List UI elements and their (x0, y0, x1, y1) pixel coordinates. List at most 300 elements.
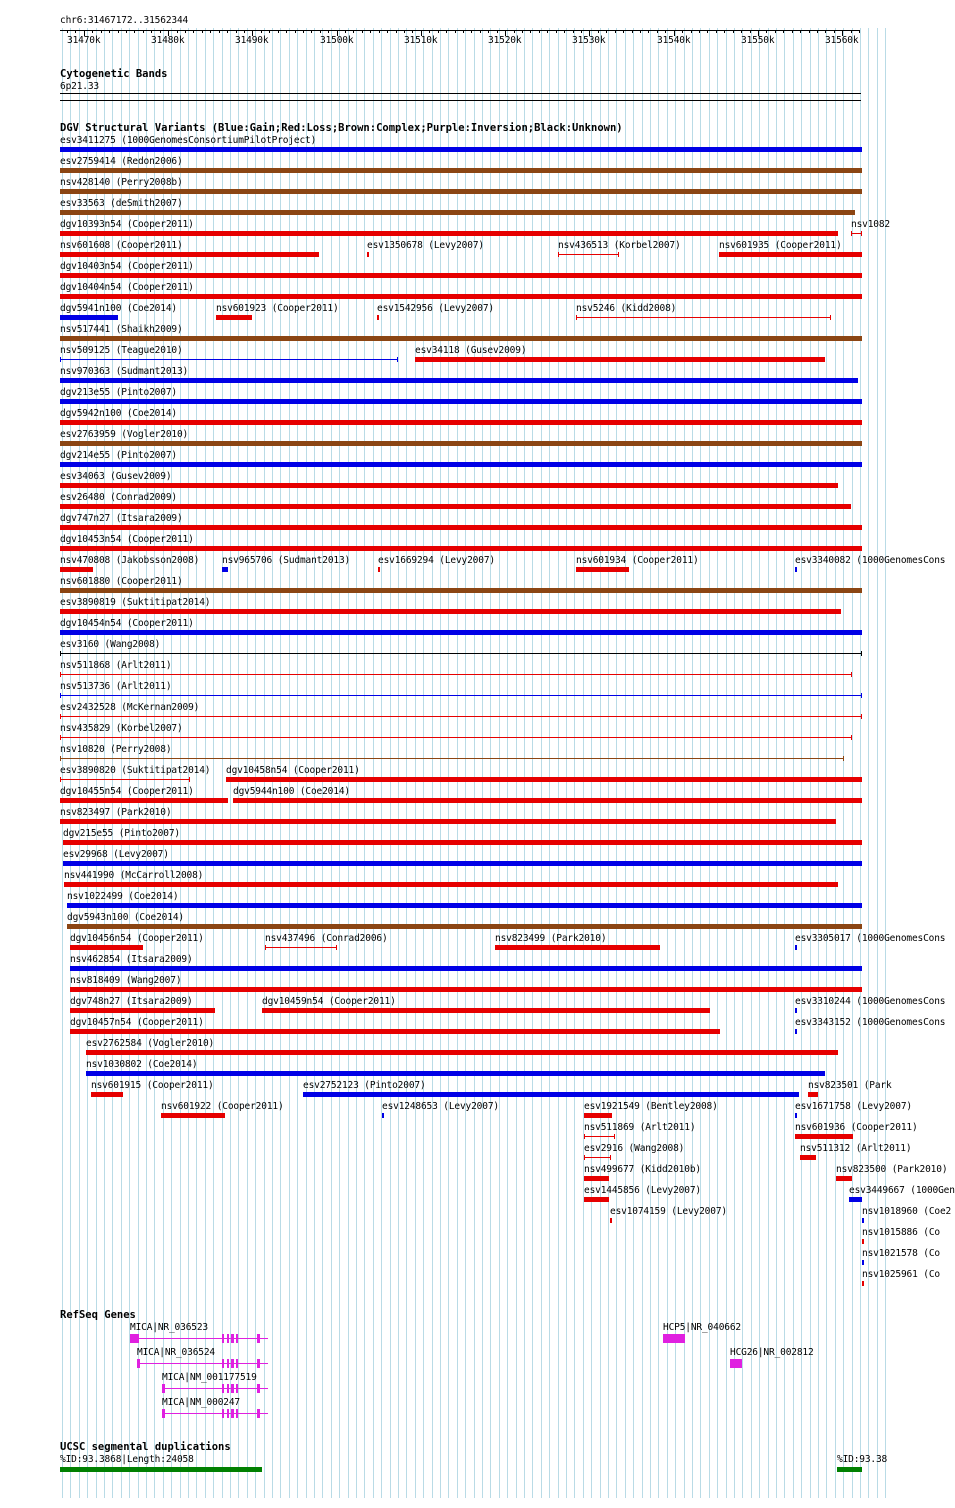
dgv-feature-label[interactable]: nsv470808 (Jakobsson2008) (60, 555, 200, 566)
dgv-feature-label[interactable]: nsv965706 (Sudmant2013) (222, 555, 351, 566)
dgv-feature-bar[interactable] (415, 357, 825, 362)
dgv-feature-label[interactable]: esv1542956 (Levy2007) (377, 303, 494, 314)
ruler-minor-tick (236, 30, 237, 33)
ruler-minor-tick (522, 30, 523, 33)
refseq-gene-label[interactable]: MICA|NR_036523 (130, 1322, 208, 1333)
grid-line (356, 28, 357, 1498)
dgv-feature-bar[interactable] (862, 1260, 864, 1265)
segdup-label[interactable]: %ID:93.38 (837, 1454, 888, 1465)
dgv-feature-label[interactable]: nsv511868 (Arlt2011) (60, 660, 172, 671)
dgv-feature-label[interactable]: esv1445856 (Levy2007) (584, 1185, 701, 1196)
dgv-feature-label[interactable]: nsv823501 (Park (808, 1080, 892, 1091)
ruler-minor-tick (370, 30, 371, 33)
dgv-feature-bar[interactable] (303, 1092, 799, 1097)
dgv-feature-label[interactable]: esv1671758 (Levy2007) (795, 1101, 912, 1112)
dgv-feature-label[interactable]: esv33563 (deSmith2007) (60, 198, 183, 209)
grid-line (709, 28, 710, 1498)
dgv-feature-bar[interactable] (862, 1239, 864, 1244)
dgv-feature-label[interactable]: nsv601923 (Cooper2011) (216, 303, 339, 314)
dgv-feature-bar[interactable] (60, 653, 862, 654)
grid-line (230, 28, 231, 1498)
dgv-feature-label[interactable]: dgv10456n54 (Cooper2011) (70, 933, 204, 944)
dgv-feature-label[interactable]: nsv601608 (Cooper2011) (60, 240, 183, 251)
dgv-feature-bar[interactable] (60, 273, 862, 278)
dgv-feature-label[interactable]: nsv601915 (Cooper2011) (91, 1080, 214, 1091)
dgv-feature-label[interactable]: nsv601880 (Cooper2011) (60, 576, 183, 587)
dgv-feature-bar[interactable] (60, 378, 858, 383)
dgv-feature-bar[interactable] (161, 1113, 225, 1118)
grid-line (507, 28, 508, 1498)
dgv-feature-label[interactable]: esv1669294 (Levy2007) (378, 555, 495, 566)
dgv-feature-label[interactable]: dgv748n27 (Itsara2009) (70, 996, 193, 1007)
dgv-feature-bar[interactable] (60, 567, 93, 572)
gene-exon[interactable] (130, 1334, 139, 1343)
dgv-feature-label[interactable]: dgv5943n100 (Coe2014) (67, 912, 184, 923)
dgv-feature-label[interactable]: esv3411275 (1000GenomesConsortiumPilotProject) (60, 135, 317, 146)
ruler-minor-tick (480, 30, 481, 33)
dgv-feature-bar[interactable] (60, 336, 862, 341)
dgv-feature-label[interactable]: dgv747n27 (Itsara2009) (60, 513, 183, 524)
dgv-feature-bar[interactable] (60, 716, 862, 717)
dgv-feature-bar[interactable] (584, 1157, 611, 1158)
grid-line (490, 28, 491, 1498)
dgv-feature-bar[interactable] (70, 1029, 720, 1034)
ruler-minor-tick (379, 30, 380, 33)
dgv-feature-label[interactable]: esv34063 (Gusev2009) (60, 471, 172, 482)
dgv-feature-label[interactable]: dgv10454n54 (Cooper2011) (60, 618, 194, 629)
ruler-minor-tick (84, 30, 85, 33)
gene-exon[interactable] (227, 1409, 229, 1418)
dgv-feature-bar[interactable] (60, 483, 838, 488)
refseq-gene-label[interactable]: MICA|NM_001177519 (162, 1372, 257, 1383)
region-label: chr6:31467172..31562344 (60, 15, 189, 26)
grid-line (524, 28, 525, 1498)
dgv-feature-bar[interactable] (91, 1092, 123, 1097)
ruler-minor-tick (404, 30, 405, 33)
dgv-feature-label[interactable]: nsv511869 (Arlt2011) (584, 1122, 696, 1133)
ruler-minor-tick (530, 30, 531, 33)
refseq-gene-label[interactable]: HCP5|NR_040662 (663, 1322, 741, 1333)
gene-exon[interactable] (137, 1359, 140, 1368)
dgv-feature-bar[interactable] (584, 1113, 612, 1118)
dgv-feature-bar[interactable] (60, 189, 862, 194)
ruler-minor-tick (126, 30, 127, 33)
dgv-feature-bar[interactable] (836, 1176, 852, 1181)
dgv-feature-label[interactable]: nsv970363 (Sudmant2013) (60, 366, 189, 377)
dgv-feature-label[interactable]: dgv10403n54 (Cooper2011) (60, 261, 194, 272)
dgv-track-title[interactable]: DGV Structural Variants (Blue:Gain;Red:Loss;Brown:Complex;Purple:Inversion;Black:Unknown) (60, 122, 623, 134)
dgv-feature-bar[interactable] (862, 1281, 864, 1286)
dgv-feature-bar[interactable] (495, 945, 660, 950)
dgv-feature-bar[interactable] (808, 1092, 818, 1097)
dgv-feature-label[interactable]: dgv10459n54 (Cooper2011) (262, 996, 396, 1007)
ruler-minor-tick (387, 30, 388, 33)
dgv-feature-label[interactable]: esv2762584 (Vogler2010) (86, 1038, 215, 1049)
dgv-feature-label[interactable]: nsv509125 (Teague2010) (60, 345, 183, 356)
grid-line (306, 28, 307, 1498)
dgv-feature-bar[interactable] (584, 1136, 615, 1137)
dgv-feature-bar[interactable] (60, 399, 862, 404)
ruler-minor-tick (252, 30, 253, 33)
dgv-feature-label[interactable]: esv2752123 (Pinto2007) (303, 1080, 426, 1091)
ruler-minor-tick (463, 30, 464, 33)
dgv-feature-bar[interactable] (60, 168, 862, 173)
gene-exon[interactable] (222, 1409, 224, 1418)
dgv-feature-label[interactable]: dgv213e55 (Pinto2007) (60, 387, 177, 398)
ruler-minor-tick (337, 30, 338, 33)
dgv-feature-label[interactable]: esv3340082 (1000GenomesCons (795, 555, 946, 566)
dgv-feature-bar[interactable] (795, 1115, 797, 1116)
gene-exon[interactable] (227, 1359, 229, 1368)
ruler-tick-label: 31550k (741, 35, 775, 46)
ruler-minor-tick (733, 30, 734, 33)
dgv-feature-label[interactable]: nsv601922 (Cooper2011) (161, 1101, 284, 1112)
dgv-feature-label[interactable]: nsv1025961 (Co (862, 1269, 940, 1280)
dgv-feature-label[interactable]: dgv10393n54 (Cooper2011) (60, 219, 194, 230)
dgv-feature-label[interactable]: esv1921549 (Bentley2008) (584, 1101, 718, 1112)
dgv-feature-bar[interactable] (60, 147, 862, 152)
refseq-gene-label[interactable]: MICA|NM_000247 (162, 1397, 240, 1408)
dgv-feature-label[interactable]: esv2916 (Wang2008) (584, 1143, 685, 1154)
dgv-feature-bar[interactable] (226, 777, 862, 782)
ruler-minor-tick (261, 30, 262, 33)
ruler-minor-tick (842, 30, 843, 33)
dgv-feature-bar[interactable] (222, 567, 228, 572)
grid-line (516, 28, 517, 1498)
ruler-minor-tick (109, 30, 110, 33)
dgv-feature-bar[interactable] (60, 737, 852, 738)
segdup-bar[interactable] (837, 1467, 862, 1472)
dgv-feature-bar[interactable] (849, 1197, 862, 1202)
dgv-feature-label[interactable]: nsv513736 (Arlt2011) (60, 681, 172, 692)
ruler-minor-tick (750, 30, 751, 33)
ruler-minor-tick (396, 30, 397, 33)
dgv-feature-bar[interactable] (64, 882, 838, 887)
dgv-feature-bar[interactable] (60, 819, 836, 824)
dgv-feature-label[interactable]: nsv823499 (Park2010) (495, 933, 607, 944)
dgv-feature-bar[interactable] (558, 254, 619, 255)
gene-intron-line (137, 1363, 268, 1364)
ruler-tick-label: 31530k (572, 35, 606, 46)
dgv-feature-bar[interactable] (60, 462, 862, 467)
grid-line (297, 28, 298, 1498)
dgv-feature-label[interactable]: esv2763959 (Vogler2010) (60, 429, 189, 440)
grid-line (684, 28, 685, 1498)
dgv-feature-bar[interactable] (795, 1010, 797, 1011)
ruler-minor-tick (421, 30, 422, 33)
dgv-feature-label[interactable]: esv3449667 (1000Gen (849, 1185, 955, 1196)
grid-line (852, 28, 853, 1498)
dgv-feature-label[interactable]: dgv10453n54 (Cooper2011) (60, 534, 194, 545)
dgv-feature-bar[interactable] (60, 779, 190, 780)
ruler-minor-tick (564, 30, 565, 33)
dgv-feature-bar[interactable] (86, 1071, 825, 1076)
gene-exon[interactable] (231, 1384, 234, 1393)
dgv-feature-label[interactable]: dgv214e55 (Pinto2007) (60, 450, 177, 461)
dgv-feature-bar[interactable] (60, 525, 862, 530)
ruler-minor-tick (101, 30, 102, 33)
dgv-feature-bar[interactable] (378, 569, 380, 570)
grid-line (339, 28, 340, 1498)
dgv-feature-label[interactable]: esv3343152 (1000GenomesCons (795, 1017, 946, 1028)
ruler-minor-tick (75, 30, 76, 33)
ruler-minor-tick (244, 30, 245, 33)
dgv-feature-label[interactable]: nsv462854 (Itsara2009) (70, 954, 193, 965)
grid-line (331, 28, 332, 1498)
ruler-minor-tick (353, 30, 354, 33)
dgv-feature-bar[interactable] (70, 966, 862, 971)
dgv-feature-bar[interactable] (795, 1031, 797, 1032)
dgv-feature-label[interactable]: dgv5942n100 (Coe2014) (60, 408, 177, 419)
dgv-feature-bar[interactable] (60, 252, 319, 257)
ruler-minor-tick (766, 30, 767, 33)
dgv-feature-bar[interactable] (610, 1220, 612, 1221)
segdup-track-title[interactable]: UCSC segmental duplications (60, 1441, 231, 1453)
dgv-feature-bar[interactable] (60, 758, 844, 759)
dgv-feature-label[interactable]: dgv5944n100 (Coe2014) (233, 786, 350, 797)
ruler-minor-tick (118, 30, 119, 33)
dgv-feature-bar[interactable] (60, 588, 862, 593)
dgv-feature-bar[interactable] (63, 861, 862, 866)
dgv-feature-bar[interactable] (60, 359, 398, 360)
segdup-bar[interactable] (60, 1467, 262, 1472)
grid-line (860, 28, 861, 1498)
dgv-feature-label[interactable]: esv3160 (Wang2008) (60, 639, 161, 650)
dgv-feature-label[interactable]: nsv435829 (Korbel2007) (60, 723, 183, 734)
ruler-minor-tick (775, 30, 776, 33)
ruler-minor-tick (699, 30, 700, 33)
dgv-feature-bar[interactable] (795, 947, 797, 948)
dgv-feature-label[interactable]: nsv823497 (Park2010) (60, 807, 172, 818)
ruler-minor-tick (547, 30, 548, 33)
gene-exon[interactable] (227, 1334, 229, 1343)
dgv-feature-label[interactable]: nsv428140 (Perry2008b) (60, 177, 183, 188)
dgv-feature-bar[interactable] (60, 674, 852, 675)
dgv-feature-bar[interactable] (86, 1050, 838, 1055)
dgv-feature-bar[interactable] (576, 317, 831, 318)
dgv-feature-label[interactable]: nsv499677 (Kidd2010b) (584, 1164, 701, 1175)
dgv-feature-label[interactable]: esv1074159 (Levy2007) (610, 1206, 727, 1217)
dgv-feature-bar[interactable] (795, 1134, 853, 1139)
dgv-feature-bar[interactable] (262, 1008, 710, 1013)
ruler-minor-tick (640, 30, 641, 33)
dgv-feature-bar[interactable] (60, 315, 118, 320)
dgv-feature-bar[interactable] (60, 441, 862, 446)
dgv-feature-bar[interactable] (60, 504, 851, 509)
ruler-minor-tick (455, 30, 456, 33)
dgv-feature-label[interactable]: dgv10457n54 (Cooper2011) (70, 1017, 204, 1028)
gene-exon[interactable] (231, 1359, 234, 1368)
dgv-feature-label[interactable]: nsv436513 (Korbel2007) (558, 240, 681, 251)
ruler-minor-tick (286, 30, 287, 33)
ruler-minor-tick (648, 30, 649, 33)
dgv-feature-label[interactable]: dgv10455n54 (Cooper2011) (60, 786, 194, 797)
gene-exon[interactable] (162, 1409, 165, 1418)
dgv-feature-bar[interactable] (60, 294, 862, 299)
ruler-minor-tick (724, 30, 725, 33)
dgv-feature-label[interactable]: esv2759414 (Redon2006) (60, 156, 183, 167)
refseq-gene-label[interactable]: MICA|NR_036524 (137, 1347, 215, 1358)
ruler-minor-tick (134, 30, 135, 33)
ruler-minor-tick (227, 30, 228, 33)
grid-line (272, 28, 273, 1498)
dgv-feature-bar[interactable] (584, 1176, 609, 1181)
dgv-feature-label[interactable]: dgv10404n54 (Cooper2011) (60, 282, 194, 293)
ruler-minor-tick (792, 30, 793, 33)
dgv-feature-bar[interactable] (584, 1197, 609, 1202)
dgv-feature-label[interactable]: nsv1030802 (Coe2014) (86, 1059, 198, 1070)
grid-line (692, 28, 693, 1498)
dgv-feature-label[interactable]: nsv601936 (Cooper2011) (795, 1122, 918, 1133)
dgv-feature-label[interactable]: nsv818409 (Wang2007) (70, 975, 182, 986)
gene-exon[interactable] (222, 1359, 224, 1368)
dgv-feature-label[interactable]: dgv10458n54 (Cooper2011) (226, 765, 360, 776)
ruler-minor-tick (412, 30, 413, 33)
dgv-feature-label[interactable]: esv1248653 (Levy2007) (382, 1101, 499, 1112)
dgv-feature-bar[interactable] (63, 840, 862, 845)
gene-exon[interactable] (222, 1334, 224, 1343)
dgv-feature-label[interactable]: dgv215e55 (Pinto2007) (63, 828, 180, 839)
dgv-feature-bar[interactable] (67, 903, 862, 908)
grid-line (314, 28, 315, 1498)
segdup-label[interactable]: %ID:93.3868|Length:24058 (60, 1454, 194, 1465)
gene-intron-line (130, 1338, 268, 1339)
grid-line (549, 28, 550, 1498)
gene-exon[interactable] (236, 1409, 238, 1418)
dgv-feature-label[interactable]: nsv1015886 (Co (862, 1227, 940, 1238)
cytoband-track-title[interactable]: Cytogenetic Bands (60, 68, 168, 80)
dgv-feature-bar[interactable] (60, 798, 228, 803)
gene-exon[interactable] (236, 1334, 238, 1343)
dgv-feature-bar[interactable] (800, 1155, 816, 1160)
dgv-feature-label[interactable]: nsv1021578 (Co (862, 1248, 940, 1259)
dgv-feature-label[interactable]: dgv5941n100 (Coe2014) (60, 303, 177, 314)
gene-exon[interactable] (162, 1384, 165, 1393)
dgv-feature-label[interactable]: nsv1082 (851, 219, 890, 230)
ruler-minor-tick (488, 30, 489, 33)
ruler-minor-tick (185, 30, 186, 33)
cytoband-label: 6p21.33 (60, 81, 99, 92)
gene-intron-line (162, 1413, 268, 1414)
grid-line (255, 28, 256, 1498)
ruler-minor-tick (834, 30, 835, 33)
dgv-feature-label[interactable]: nsv511312 (Arlt2011) (800, 1143, 912, 1154)
dgv-feature-label[interactable]: esv26480 (Conrad2009) (60, 492, 177, 503)
gene-exon[interactable] (257, 1359, 260, 1368)
dgv-feature-bar[interactable] (377, 317, 379, 318)
dgv-feature-bar[interactable] (60, 420, 862, 425)
cytoband-line-bottom (60, 100, 861, 101)
gene-exon[interactable] (231, 1334, 234, 1343)
ruler-minor-tick (539, 30, 540, 33)
dgv-feature-label[interactable]: esv34118 (Gusev2009) (415, 345, 527, 356)
dgv-feature-label[interactable]: esv3305017 (1000GenomesCons (795, 933, 946, 944)
dgv-feature-label[interactable]: esv29968 (Levy2007) (63, 849, 169, 860)
grid-line (264, 28, 265, 1498)
dgv-feature-bar[interactable] (265, 947, 337, 948)
dgv-feature-label[interactable]: nsv10820 (Perry2008) (60, 744, 172, 755)
ruler-minor-tick (278, 30, 279, 33)
gene-exon[interactable] (663, 1334, 685, 1343)
dgv-feature-label[interactable]: nsv517441 (Shaikh2009) (60, 324, 183, 335)
ruler-tick-label: 31510k (404, 35, 438, 46)
dgv-feature-bar[interactable] (60, 609, 841, 614)
dgv-feature-bar[interactable] (60, 630, 862, 635)
dgv-feature-bar[interactable] (216, 315, 252, 320)
dgv-feature-bar[interactable] (67, 924, 862, 929)
dgv-feature-label[interactable]: esv3310244 (1000GenomesCons (795, 996, 946, 1007)
dgv-feature-bar[interactable] (60, 695, 862, 696)
dgv-feature-label[interactable]: nsv601934 (Cooper2011) (576, 555, 699, 566)
dgv-feature-label[interactable]: nsv601935 (Cooper2011) (719, 240, 842, 251)
ruler-minor-tick (177, 30, 178, 33)
dgv-feature-label[interactable]: nsv823500 (Park2010) (836, 1164, 948, 1175)
gene-exon[interactable] (257, 1409, 260, 1418)
dgv-feature-bar[interactable] (70, 987, 862, 992)
dgv-feature-label[interactable]: esv2432528 (McKernan2009) (60, 702, 200, 713)
gene-exon[interactable] (227, 1384, 229, 1393)
gene-exon[interactable] (730, 1359, 742, 1368)
grid-line (280, 28, 281, 1498)
dgv-feature-label[interactable]: nsv1022499 (Coe2014) (67, 891, 179, 902)
grid-line (499, 28, 500, 1498)
ruler-minor-tick (446, 30, 447, 33)
ruler-minor-tick (589, 30, 590, 33)
dgv-feature-label[interactable]: nsv1018960 (Coe2 (862, 1206, 952, 1217)
grid-line (238, 28, 239, 1498)
ruler-minor-tick (783, 30, 784, 33)
grid-line (322, 28, 323, 1498)
dgv-feature-bar[interactable] (382, 1115, 384, 1116)
dgv-feature-label[interactable]: nsv437496 (Conrad2006) (265, 933, 388, 944)
ruler-minor-tick (581, 30, 582, 33)
dgv-feature-bar[interactable] (70, 945, 143, 950)
ruler-minor-tick (210, 30, 211, 33)
gene-exon[interactable] (222, 1384, 224, 1393)
gene-exon[interactable] (231, 1409, 234, 1418)
gene-exon[interactable] (236, 1359, 238, 1368)
dgv-feature-bar[interactable] (60, 546, 862, 551)
dgv-feature-bar[interactable] (367, 254, 369, 255)
dgv-feature-bar[interactable] (851, 233, 862, 234)
dgv-feature-bar[interactable] (60, 231, 838, 236)
dgv-feature-bar[interactable] (233, 798, 862, 803)
gene-exon[interactable] (257, 1384, 260, 1393)
dgv-feature-label[interactable]: nsv5246 (Kidd2008) (576, 303, 677, 314)
dgv-feature-bar[interactable] (70, 1008, 215, 1013)
dgv-feature-bar[interactable] (862, 1218, 864, 1223)
dgv-feature-label[interactable]: nsv441990 (McCarroll2008) (64, 870, 204, 881)
gene-exon[interactable] (236, 1384, 238, 1393)
ruler-minor-tick (303, 30, 304, 33)
ruler-minor-tick (825, 30, 826, 33)
ruler-minor-tick (219, 30, 220, 33)
ruler-minor-tick (471, 30, 472, 33)
dgv-feature-label[interactable]: esv1350678 (Levy2007) (367, 240, 484, 251)
dgv-feature-bar[interactable] (795, 569, 797, 570)
dgv-feature-label[interactable]: esv3890819 (Suktitipat2014) (60, 597, 211, 608)
dgv-feature-bar[interactable] (719, 252, 862, 257)
refseq-track-title[interactable]: RefSeq Genes (60, 1309, 136, 1321)
dgv-feature-bar[interactable] (60, 210, 855, 215)
gene-exon[interactable] (257, 1334, 260, 1343)
cytoband-line-top (60, 93, 861, 94)
ruler-tick-label: 31470k (67, 35, 101, 46)
dgv-feature-bar[interactable] (576, 567, 629, 572)
ruler-minor-tick (606, 30, 607, 33)
refseq-gene-label[interactable]: HCG26|NR_002812 (730, 1347, 814, 1358)
dgv-feature-label[interactable]: esv3890820 (Suktitipat2014) (60, 765, 211, 776)
